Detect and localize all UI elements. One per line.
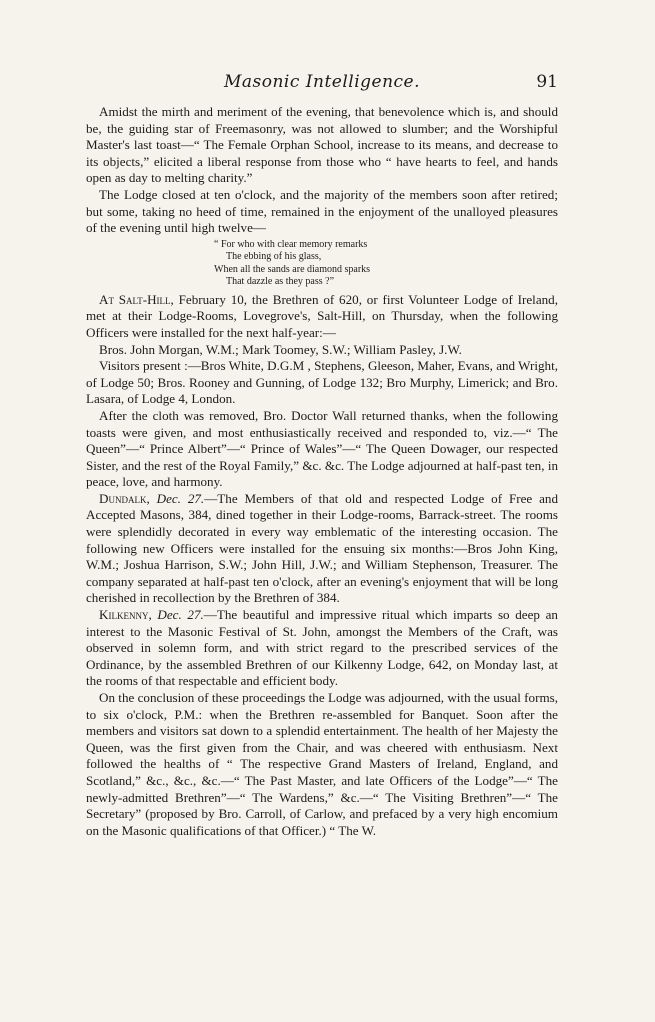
paragraph-salt-hill-toasts: After the cloth was removed, Bro. Doctor Wall returned thanks, when the following toasts were given, and most enthusiastically received and responded to, viz.—“ The Queen”—“ Prince Albert”—“ Prince of Wales”—“ The Queen Dowager, our respected Sister, and the rest of the Royal Family,” &c. &c. The Lodge adjourned at half-past ten, in peace, love, and harmony. bbox=[86, 407, 558, 490]
paragraph-benevolence: Amidst the mirth and meriment of the evening, that benevolence which is, and should be, the guiding star of Freemasonry, was not allowed to slumber; and the Worshipful Master's last toast—“ The Female Orphan School, increase to its means, and decrease to its objects,” elicited a liberal response from those who “ have hearts to feel, and hands open as day to melting charity.” bbox=[86, 104, 558, 186]
dundalk-text: —The Members of that old and respected Lodge of Free and Accepted Masons, 384, dined together in their Lodge-rooms, Barrack-street. The rooms were splendidly decorated in every way emblematic of the interesting occasion. The following new Officers were installed for the ensuing six months:—Bros John King, W.M.; Joshua Harrison, S.W.; John Hill, J.W.; and William Stephenson, Treasurer. The company separated at half-past ten o'clock, after an evening's enjoyment that will be long cherished in recollection by the Brethren of 384. bbox=[86, 490, 558, 606]
paragraph-salt-hill bbox=[86, 292, 558, 342]
place-name: Dundalk, bbox=[99, 490, 150, 506]
place-name: Kilkenny, bbox=[99, 607, 152, 623]
page bbox=[86, 72, 558, 839]
place-name: At Salt-Hill, bbox=[99, 291, 174, 307]
paragraph-lodge-closed: The Lodge closed at ten o'clock, and the majority of the members soon after retired; but some, taking no heed of time, remained in the enjoyment of the unalloyed pleasures of the evening until high twelve— bbox=[86, 186, 558, 236]
salt-hill-text: February 10, the Brethren of 620, or first Volunteer Lodge of Ireland, met at their Lodge-Rooms, Lovegrove's, Salt-Hill, on Thursday, when the following Officers were installed for the next half-year:— bbox=[86, 291, 558, 340]
date: Dec. 27. bbox=[151, 607, 204, 623]
paragraph-kilkenny-banquet: On the conclusion of these proceedings the Lodge was adjourned, with the usual forms, to six o'clock, P.M.: when the Brethren re-assembled for Banquet. Soon after the members and visitors sat down to a splendid entertainment. The health of her Majesty the Queen, was the first given from the Chair, and was cheered with enthusiasm. Next followed the healths of “ The respective Grand Masters of Ireland, England, and Scotland,” &c., &c., &c.—“ The Past Master, and late Officers of the Lodge”—“ The newly-admitted Brethren”—“ The Wardens,” &c.—“ The Visiting Brethren”—“ The Secretary” (proposed by Bro. Carroll, of Carlow, and prefaced by a very high encomium on the Masonic qualifications of that Officer.) “ The W. bbox=[86, 690, 558, 838]
verse-line: When all the sands are diamond sparks bbox=[214, 263, 371, 275]
verse-line: “ For who with clear memory remarks bbox=[214, 238, 368, 250]
verse-line: The ebbing of his glass, bbox=[226, 251, 322, 263]
verse-quotation bbox=[214, 239, 558, 289]
verse-line: That dazzle as they pass ?” bbox=[226, 276, 335, 288]
kilkenny-text: —The beautiful and impressive ritual which imparts so deep an interest to the Masonic Festival of St. John, amongst the Members of the Craft, was observed in solemn form, and with strict regard to the prescribed services of the Ordinance, by the assembled Brethren of our Kilkenny Lodge, 642, on Monday last, at the rooms of that respectable and efficient body. bbox=[86, 607, 558, 689]
running-head bbox=[86, 72, 558, 98]
paragraph-salt-hill-visitors: Visitors present :—Bros White, D.G.M , Stephens, Gleeson, Maher, Evans, and Wright, of Lodge 50; Bros. Rooney and Gunning, of Lodge 132; Bro Murphy, Limerick; and Bro. Lasara, of Lodge 4, London. bbox=[86, 358, 558, 407]
paragraph-salt-hill-officers: Bros. John Morgan, W.M.; Mark Toomey, S.W.; William Pasley, J.W. bbox=[99, 341, 462, 357]
paragraph-kilkenny bbox=[86, 607, 558, 690]
running-title: Masonic Intelligence. bbox=[223, 72, 421, 92]
page-number: 91 bbox=[536, 72, 558, 92]
paragraph-dundalk bbox=[86, 491, 558, 607]
date: Dec. 27. bbox=[149, 490, 205, 506]
article-body bbox=[86, 104, 558, 839]
